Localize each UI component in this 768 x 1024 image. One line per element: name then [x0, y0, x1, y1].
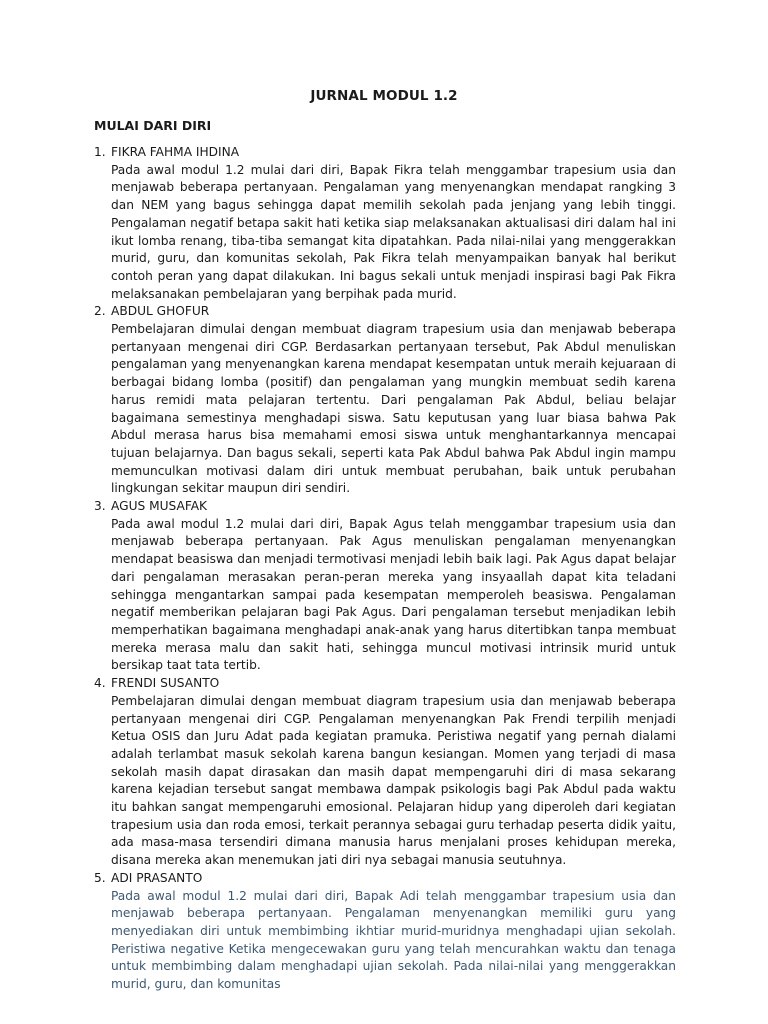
item-name: AGUS MUSAFAK	[111, 499, 208, 514]
list-item	[94, 498, 676, 675]
item-number: 5.	[94, 870, 106, 885]
item-name: FIKRA FAHMA IHDINA	[111, 145, 240, 159]
document-title: JURNAL MODUL 1.2	[310, 88, 458, 104]
item-number: 2.	[94, 304, 106, 319]
list-item	[94, 144, 676, 303]
section-heading: MULAI DARI DIRI	[94, 118, 212, 133]
item-name: ABDUL GHOFUR	[111, 304, 210, 319]
item-number: 3.	[94, 499, 106, 514]
item-number: 1.	[94, 145, 106, 159]
list-item	[94, 870, 676, 994]
participant-list	[94, 144, 676, 994]
list-item	[94, 303, 676, 498]
item-name: FRENDI SUSANTO	[111, 676, 220, 691]
item-number: 4.	[94, 676, 106, 691]
item-text: Pada awal modul 1.2 mulai dari diri, Bapak Adi telah menggambar trapesium usia dan menjawab beberapa pertanyaan. Pengalaman menyenangkan memiliki guru yang menyediakan diri untuk membimbing ikhtiar murid-muridnya menghadapi ujian sekolah. Peristiwa negative Ketika mengecewakan guru yang telah mencurahkan waktu dan tenaga untuk membimbing dalam menghadapi ujian sekolah. Pada nilai-nilai yang menggerakkan murid, guru, dan komunitas	[111, 888, 676, 992]
item-text: Pada awal modul 1.2 mulai dari diri, Bapak Fikra telah menggambar trapesium usia dan menjawab beberapa pertanyaan. Pengalaman yang menyenangkan mendapat rangking 3 dan NEM yang bagus sehingga dapat memilih sekolah pada jenjang yang lebih tinggi. Pengalaman negatif betapa sakit hati ketika siap melaksanakan aktualisasi diri dalam hal ini ikut lomba renang, tiba-tiba semangat kita dipatahkan. Pada nilai-nilai yang menggerakkan murid, guru, dan komunitas sekolah, Pak Fikra telah menyampaikan banyak hal berikut contoh peran yang dapat dilakukan. Ini bagus sekali untuk menjadi inspirasi bagi Pak Fikra melaksanakan pembelajaran yang berpihak pada murid.	[111, 162, 676, 301]
item-name: ADI PRASANTO	[111, 870, 203, 885]
list-item	[94, 675, 676, 870]
item-text: Pada awal modul 1.2 mulai dari diri, Bapak Agus telah menggambar trapesium usia dan menjawab beberapa pertanyaan. Pak Agus menuliskan pengalaman menyenangkan mendapat beasiswa dan menjadi termotivasi menjadi lebih baik lagi. Pak Agus dapat belajar dari pengalaman merasakan peran-peran mereka yang insyaallah dapat kita teladani sehingga mengantarkan sampai pada kesempatan memperoleh beasiswa. Pengalaman negatif memberikan pelajaran bagi Pak Agus. Dari pengalaman tersebut menjadikan lebih memperhatikan bagaimana menghadapi anak-anak yang harus ditertibkan tanpa membuat mereka merasa malu dan sakit hati, sehingga muncul motivasi intrinsik murid untuk bersikap taat tata tertib.	[111, 516, 676, 673]
item-text: Pembelajaran dimulai dengan membuat diagram trapesium usia dan menjawab beberapa pertanyaan mengenai diri CGP. Berdasarkan pertanyaan tersebut, Pak Abdul menuliskan pengalaman yang menyenangkan karena mendapat kesempatan untuk meraih kejuaraan di berbagai bidang lomba (positif) dan pengalaman yang mungkin membuat sedih karena harus remidi mata pelajaran tertentu. Dari pengalaman Pak Abdul, beliau belajar bagaimana semestinya menghadapi siswa. Satu keputusan yang luar biasa bahwa Pak Abdul merasa harus bisa memahami emosi siswa untuk menghantarkannya mencapai tujuan belajarnya. Dan bagus sekali, seperti kata Pak Abdul bahwa Pak Abdul ingin mampu memunculkan motivasi dalam diri untuk membuat perubahan, baik untuk perubahan lingkungan sekitar maupun diri sendiri.	[111, 322, 676, 496]
item-text: Pembelajaran dimulai dengan membuat diagram trapesium usia dan menjawab beberapa pertanyaan mengenai diri CGP. Pengalaman menyenangkan Pak Frendi terpilih menjadi Ketua OSIS dan Juru Adat pada kegiatan pramuka. Peristiwa negatif yang pernah dialami adalah terlambat masuk sekolah karena bangun kesiangan. Momen yang terjadi di masa sekolah masih dapat dirasakan dan masih dapat mempengaruhi diri di masa sekarang karena kejadian tersebut sangat membawa dampak psikologis bagi Pak Abdul pada waktu itu bahkan sangat mempengaruhi emosional. Pelajaran hidup yang diperoleh dari kegiatan trapesium usia dan roda emosi, terkait perannya sebagai guru terhadap peserta didik yaitu, ada masa-masa tersendiri dimana manusia harus menjalani proses kehidupan mereka, disana mereka akan menemukan jati diri nya sebagai manusia seutuhnya.	[111, 693, 676, 868]
